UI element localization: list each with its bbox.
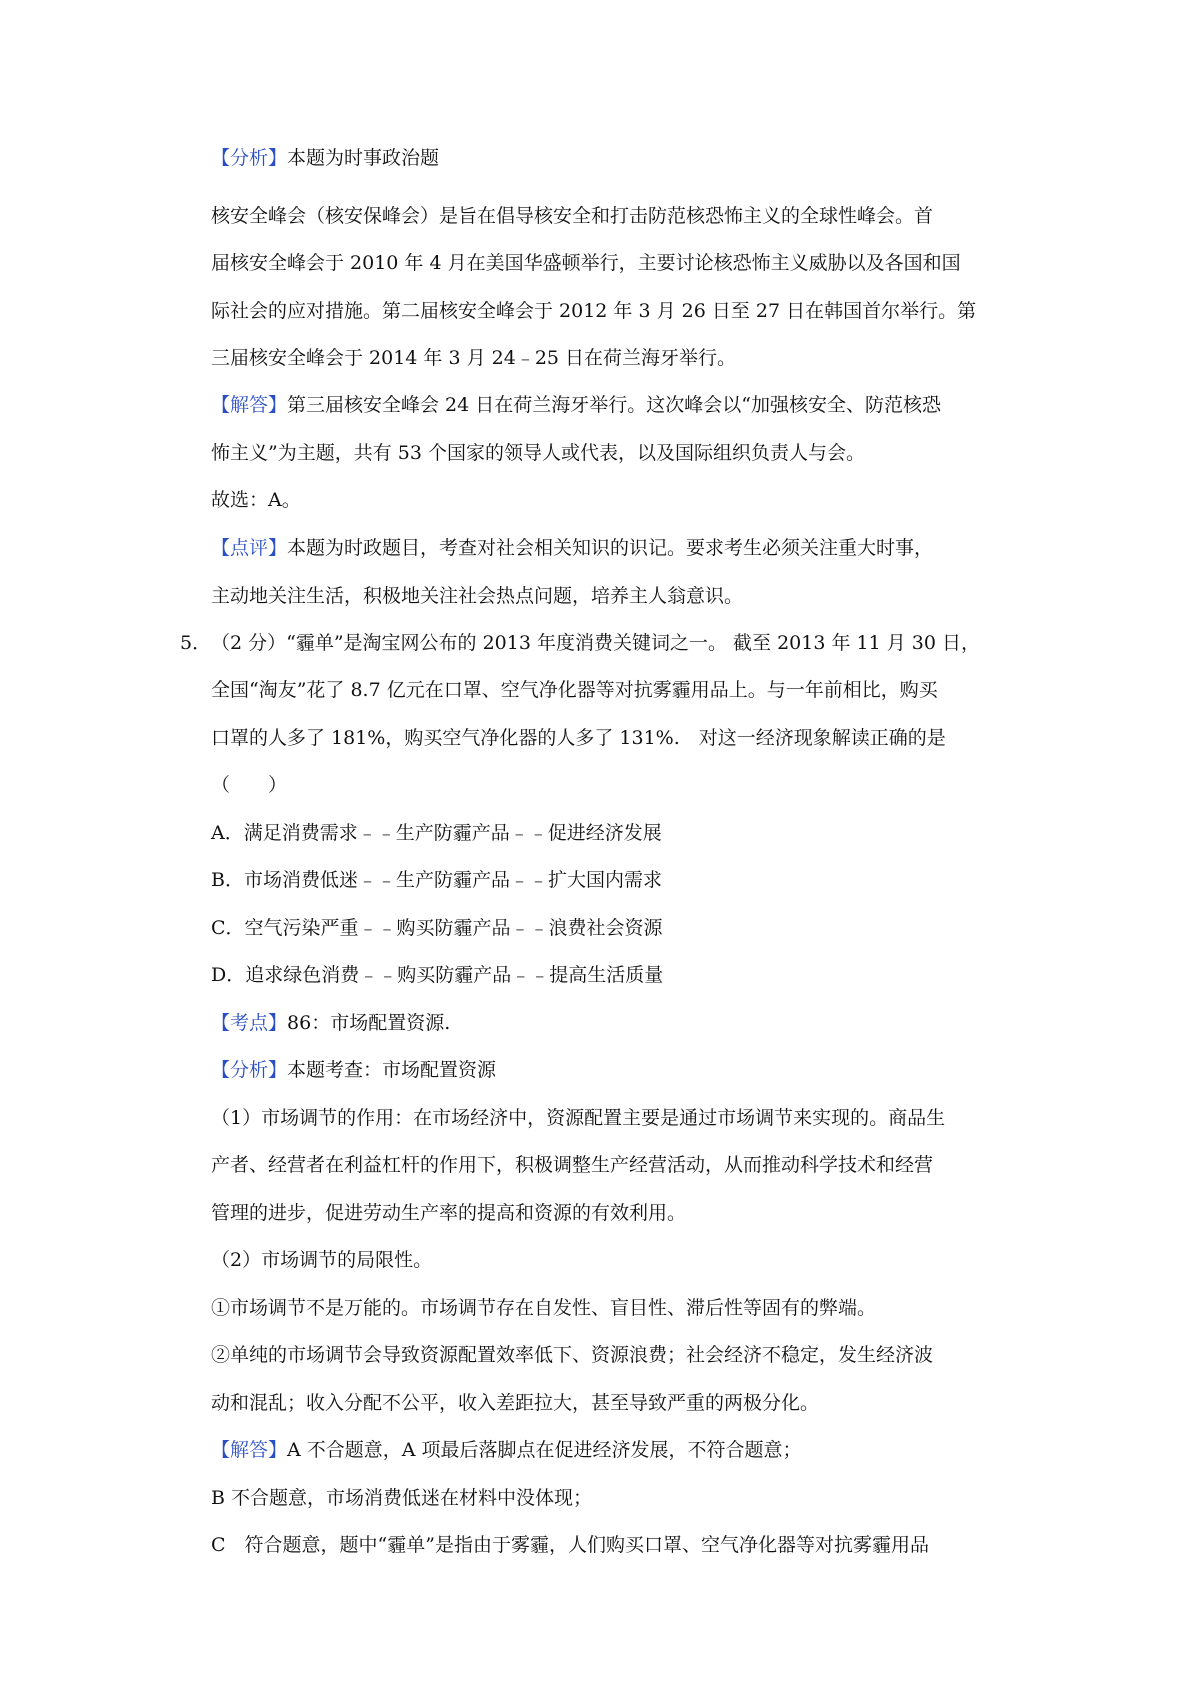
line-text: 三届核安全峰会于 2014 年 3 月 24﹣25 日在荷兰海牙举行。 (211, 347, 737, 369)
line-text: 管理的进步，促进劳动生产率的提高和资源的有效利用。 (211, 1202, 687, 1224)
text-line (211, 1485, 592, 1511)
line-text: 产者、经营者在利益杠杆的作用下，积极调整生产经营活动，从而推动科学技术和经营 (211, 1154, 934, 1176)
line-text: 故选：A。 (211, 489, 301, 511)
line-text: 全国“淘友”花了 8.7 亿元在口罩、空气净化器等对抗雾霾用品上。与一年前相比，购买 (211, 679, 938, 701)
text-line (211, 1342, 933, 1368)
line-text: 际社会的应对措施。第二届核安全峰会于 2012 年 3 月 26 日至 27 日在韩国首尔举行。第 (211, 300, 977, 322)
line-text: 本题为时事政治题 (287, 147, 440, 169)
line-text: 口罩的人多了 181%，购买空气净化器的人多了 131%. 对这一经济现象解读正确的是 (211, 727, 946, 749)
section-tag: 【分析】 (211, 147, 288, 169)
text-line (211, 1390, 819, 1416)
line-text: （2 分）“霾单”是淘宝网公布的 2013 年度消费关键词之一。 截至 2013 年 11 月 30 日， (211, 632, 980, 654)
line-text: （ ） (211, 774, 288, 796)
question-number: 5． (180, 632, 212, 654)
line-text: 第三届核安全峰会 24 日在荷兰海牙举行。这次峰会以“加强核安全、防范核恐 (287, 394, 941, 416)
option-c (211, 915, 663, 941)
line-text: ①市场调节不是万能的。市场调节存在自发性、盲目性、滞后性等固有的弊端。 (211, 1297, 877, 1319)
text-line (211, 145, 439, 171)
line-text: D．追求绿色消费﹣﹣购买防霾产品﹣﹣提高生活质量 (211, 964, 664, 986)
line-text: 怖主义”为主题，共有 53 个国家的领导人或代表，以及国际组织负责人与会。 (211, 442, 865, 464)
text-line (211, 772, 287, 798)
text-line (211, 1295, 876, 1321)
text-line (211, 677, 938, 703)
text-line (211, 250, 961, 276)
line-text: A．满足消费需求﹣﹣生产防霾产品﹣﹣促进经济发展 (211, 822, 662, 844)
text-line (211, 298, 976, 324)
option-d (211, 962, 663, 988)
text-line (211, 1010, 450, 1036)
line-text: （2）市场调节的局限性。 (211, 1249, 433, 1271)
question-line (180, 630, 980, 656)
line-text: 届核安全峰会于 2010 年 4 月在美国华盛顿举行，主要讨论核恐怖主义威胁以及各国和国 (211, 252, 961, 274)
text-line (211, 1057, 496, 1083)
line-text: A 不合题意，A 项最后落脚点在促进经济发展，不符合题意； (287, 1439, 802, 1461)
text-line (211, 535, 933, 561)
line-text: （1）市场调节的作用：在市场经济中，资源配置主要是通过市场调节来实现的。商品生 (211, 1107, 946, 1129)
text-line (211, 392, 941, 418)
text-line (211, 203, 933, 229)
line-text: B．市场消费低迷﹣﹣生产防霾产品﹣﹣扩大国内需求 (211, 869, 662, 891)
text-line (211, 1247, 432, 1273)
line-text: ②单纯的市场调节会导致资源配置效率低下、资源浪费；社会经济不稳定，发生经济波 (211, 1344, 934, 1366)
option-a (211, 820, 662, 846)
option-b (211, 867, 662, 893)
text-line (211, 1437, 802, 1463)
line-text: C 符合题意，题中“霾单”是指由于雾霾，人们购买口罩、空气净化器等对抗雾霾用品 (211, 1534, 929, 1556)
section-tag: 【考点】 (211, 1012, 288, 1034)
text-line (211, 1152, 933, 1178)
text-line (211, 345, 736, 371)
line-text: 动和混乱；收入分配不公平，收入差距拉大，甚至导致严重的两极分化。 (211, 1392, 820, 1414)
text-line (211, 583, 743, 609)
line-text: 核安全峰会（核安保峰会）是旨在倡导核安全和打击防范核恐怖主义的全球性峰会。首 (211, 205, 934, 227)
text-line (211, 1532, 929, 1558)
section-tag: 【点评】 (211, 537, 288, 559)
line-text: 主动地关注生活，积极地关注社会热点问题，培养主人翁意识。 (211, 585, 744, 607)
section-tag: 【分析】 (211, 1059, 288, 1081)
line-text: B 不合题意，市场消费低迷在材料中没体现； (211, 1487, 593, 1509)
section-tag: 【解答】 (211, 1439, 288, 1461)
line-text: 86：市场配置资源. (287, 1012, 451, 1034)
text-line (211, 725, 946, 751)
text-line (211, 1105, 945, 1131)
text-line (211, 1200, 686, 1226)
text-line (211, 440, 865, 466)
line-text: 本题为时政题目，考查对社会相关知识的识记。要求考生必须关注重大时事， (287, 537, 934, 559)
text-line (211, 487, 301, 513)
line-text: C．空气污染严重﹣﹣购买防霾产品﹣﹣浪费社会资源 (211, 917, 663, 939)
section-tag: 【解答】 (211, 394, 288, 416)
line-text: 本题考查：市场配置资源 (287, 1059, 497, 1081)
